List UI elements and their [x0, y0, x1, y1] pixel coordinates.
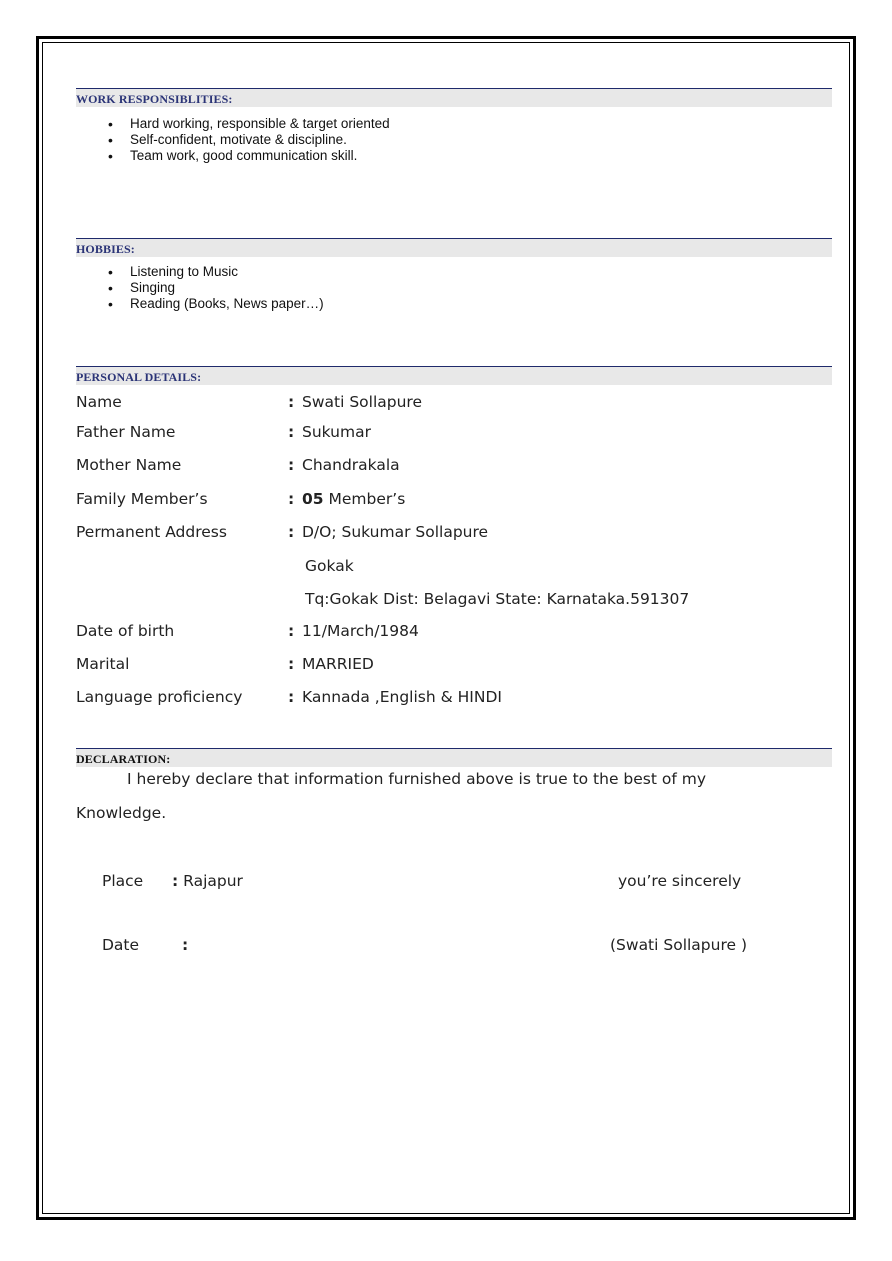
- place-label: Place: [102, 872, 144, 890]
- colon: :: [288, 622, 295, 640]
- colon: :: [288, 523, 295, 541]
- language-value: Kannada ,English & HINDI: [302, 688, 502, 706]
- father-name-value: Sukumar: [302, 423, 371, 441]
- address-line-1: D/O; Sukumar Sollapure: [302, 523, 489, 541]
- detail-row-father: [76, 419, 836, 447]
- detail-row-mother: [76, 452, 836, 480]
- list-item: • Listening to Music: [108, 264, 324, 280]
- detail-row-language: [76, 684, 836, 712]
- detail-row-name: [76, 389, 836, 417]
- family-members-label: Family Member’s: [76, 490, 208, 508]
- declaration-text-line-1: I hereby declare that information furnished above is true to the best of my: [127, 770, 707, 788]
- closing-text: you’re sincerely: [618, 872, 742, 890]
- mother-name-value: Chandrakala: [302, 456, 400, 474]
- marital-label: Marital: [76, 655, 130, 673]
- detail-row-dob: [76, 618, 836, 646]
- name-value: Swati Sollapure: [302, 393, 422, 411]
- name-label: Name: [76, 393, 122, 411]
- list-item: • Self-confident, motivate & discipline.: [108, 132, 390, 148]
- colon: :: [288, 393, 295, 411]
- detail-row-family: [76, 486, 836, 514]
- colon: :: [288, 456, 295, 474]
- colon: :: [288, 423, 295, 441]
- marital-value: MARRIED: [302, 655, 374, 673]
- language-label: Language proficiency: [76, 688, 243, 706]
- detail-row-marital: [76, 651, 836, 679]
- declaration-title: DECLARATION:: [76, 752, 171, 766]
- colon: :: [288, 490, 295, 508]
- personal-details-header: [76, 366, 832, 385]
- place-value: Rajapur: [183, 872, 243, 890]
- address-line-3: Tq:Gokak Dist: Belagavi State: Karnataka.591307: [305, 590, 690, 608]
- date-label: Date: [102, 936, 140, 954]
- declaration-header: [76, 748, 832, 767]
- colon: :: [288, 688, 295, 706]
- colon: :: [172, 872, 179, 890]
- detail-row-address-2: [76, 553, 836, 581]
- list-item: • Reading (Books, News paper…): [108, 296, 324, 312]
- detail-row-address: [76, 519, 836, 547]
- date-value-block: [182, 936, 188, 954]
- work-responsibilities-title: WORK RESPONSIBLITIES:: [76, 92, 233, 106]
- dob-value: 11/March/1984: [302, 622, 419, 640]
- hobbies-title: HOBBIES:: [76, 242, 135, 256]
- declaration-text-line-2: Knowledge.: [76, 804, 167, 822]
- personal-details-title: PERSONAL DETAILS:: [76, 370, 202, 384]
- list-item: • Team work, good communication skill.: [108, 148, 390, 164]
- list-item: • Hard working, responsible & target oriented: [108, 116, 390, 132]
- colon: :: [182, 936, 189, 954]
- work-responsibilities-header: [76, 88, 832, 107]
- family-members-value: [302, 490, 405, 508]
- dob-label: Date of birth: [76, 622, 175, 640]
- list-item: • Singing: [108, 280, 324, 296]
- place-value-block: [172, 872, 243, 890]
- hobbies-list: [108, 264, 324, 312]
- colon: :: [288, 655, 295, 673]
- address-label: Permanent Address: [76, 523, 227, 541]
- father-name-label: Father Name: [76, 423, 176, 441]
- work-responsibilities-list: [108, 116, 390, 164]
- signature-name: (Swati Sollapure ): [610, 936, 748, 954]
- family-count: 05: [302, 490, 324, 508]
- hobbies-header: [76, 238, 832, 257]
- mother-name-label: Mother Name: [76, 456, 182, 474]
- address-line-2: Gokak: [305, 557, 354, 575]
- family-suffix: Member’s: [323, 490, 406, 508]
- detail-row-address-3: [76, 586, 836, 614]
